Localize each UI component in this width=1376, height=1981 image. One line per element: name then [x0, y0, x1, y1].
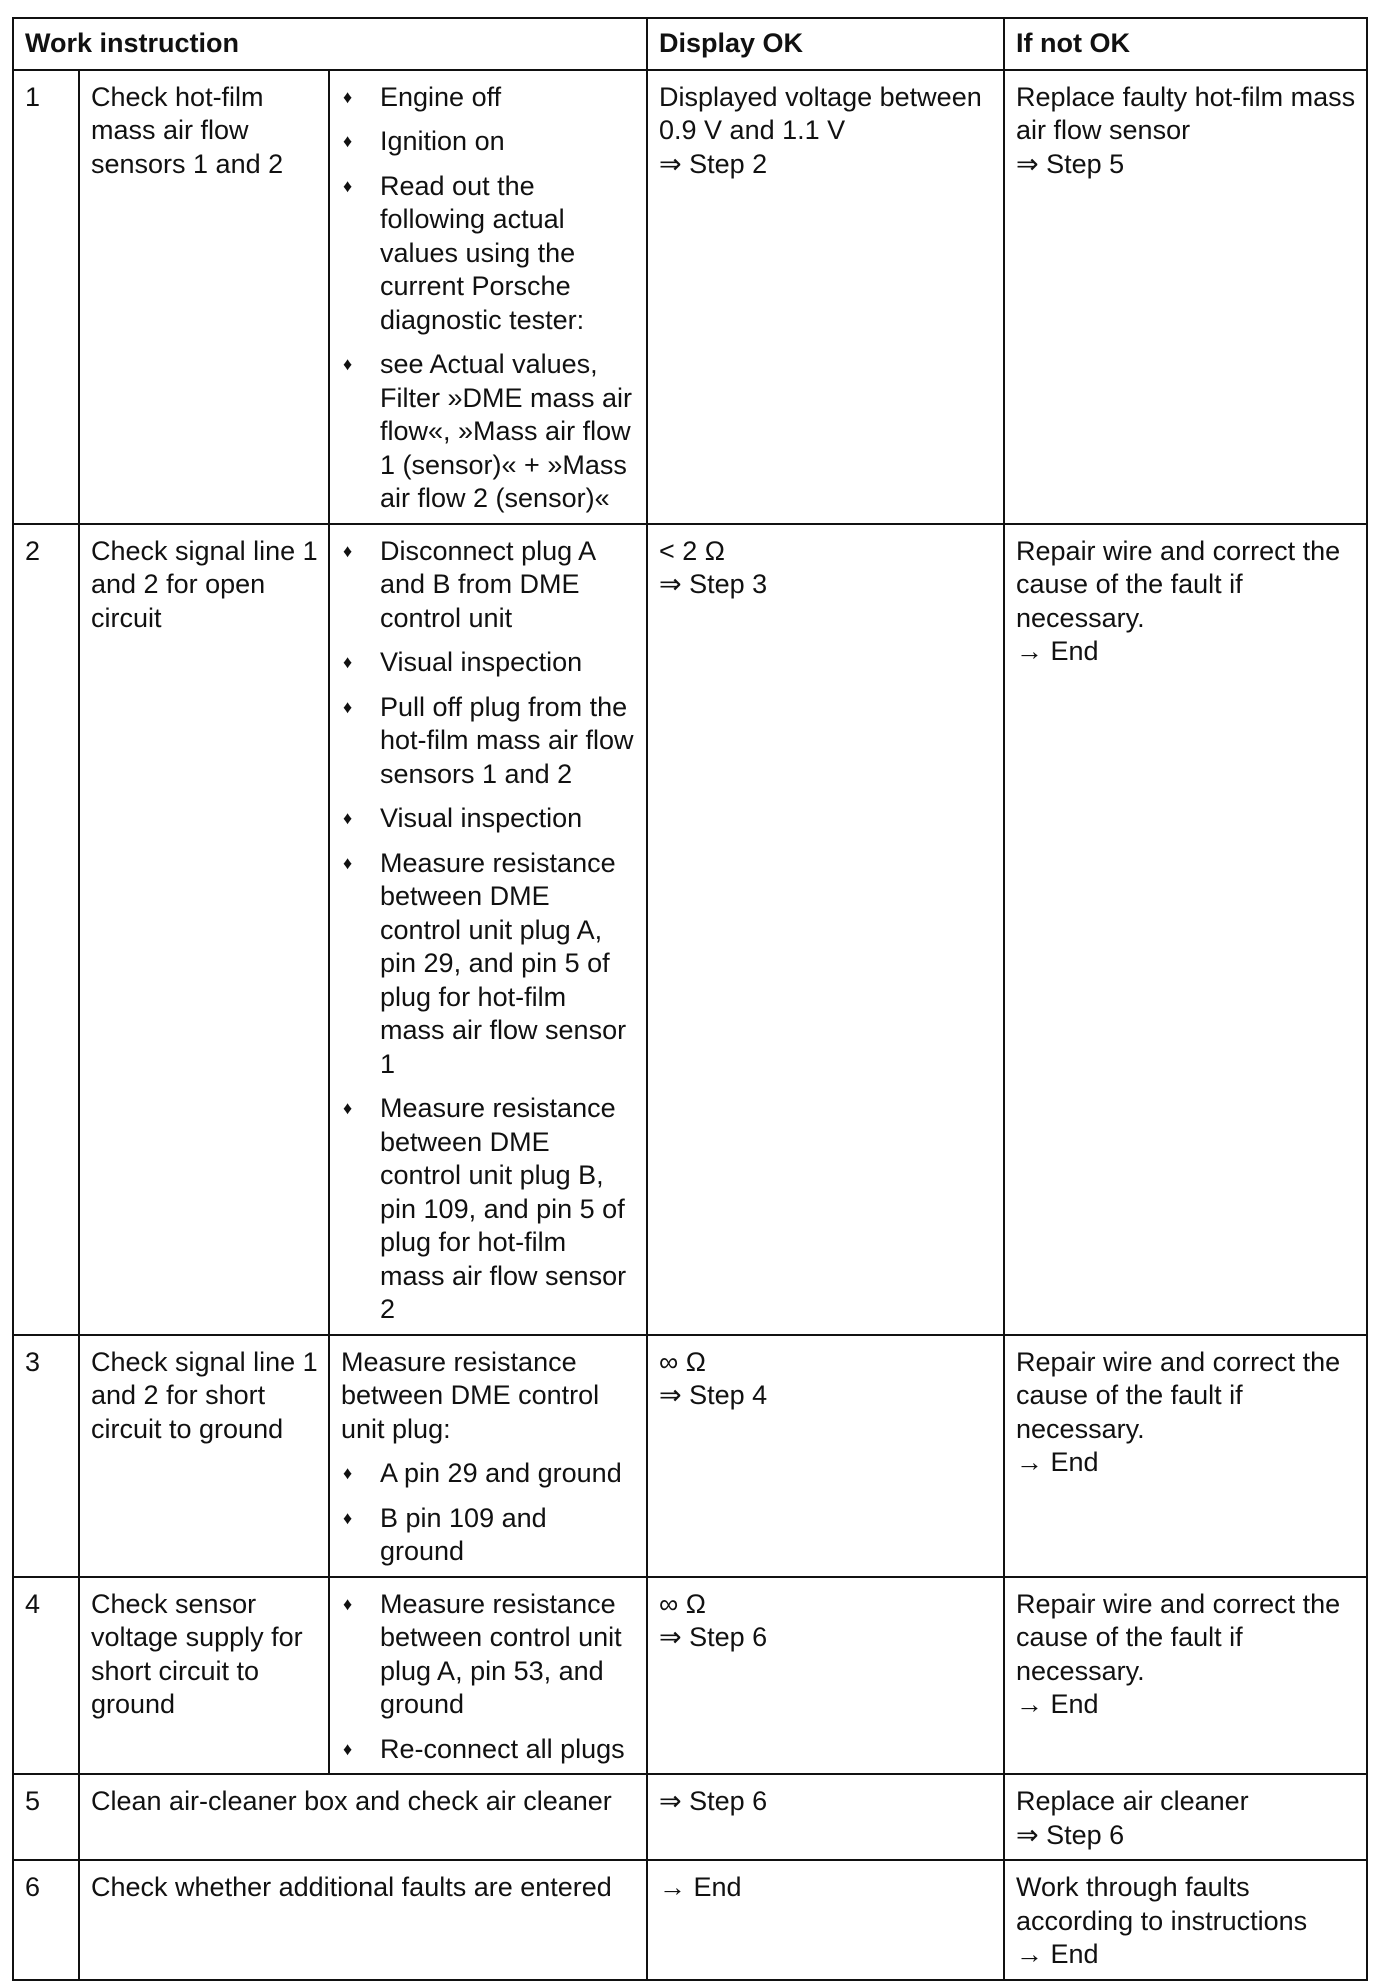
table-row	[13, 524, 1367, 1335]
display-ok-next: ⇒ Step 6	[659, 1622, 768, 1652]
not-ok-cell	[1004, 1577, 1367, 1775]
table-row	[13, 1335, 1367, 1577]
not-ok-cell	[1004, 524, 1367, 1335]
step-actions	[329, 524, 647, 1335]
action-item: ♦ Disconnect plug A and B from DME control unit	[341, 535, 636, 636]
not-ok-next: ⇒ Step 5	[1016, 148, 1125, 179]
action-item: ♦ Ignition on	[341, 125, 636, 159]
not-ok-next: → End	[1016, 1447, 1099, 1477]
action-list	[341, 1457, 636, 1569]
table-row	[13, 1860, 1367, 1980]
step-number: 6	[13, 1860, 79, 1980]
not-ok-next: ⇒ Step 6	[1016, 1819, 1125, 1850]
header-if-not-ok: If not OK	[1004, 18, 1367, 70]
action-item: ♦ Pull off plug from the hot-film mass air flow sensors 1 and 2	[341, 691, 636, 792]
step-number: 2	[13, 524, 79, 1335]
display-ok-text: ∞ Ω	[659, 1346, 706, 1377]
not-ok-next: → End	[1016, 636, 1099, 666]
display-ok-cell	[647, 70, 1004, 524]
display-ok-cell	[647, 1774, 1004, 1860]
step-actions	[329, 1335, 647, 1577]
action-item: ♦ A pin 29 and ground	[341, 1457, 636, 1491]
not-ok-cell	[1004, 1335, 1367, 1577]
step-number: 3	[13, 1335, 79, 1577]
step-title: Check sensor voltage supply for short circuit to ground	[79, 1577, 329, 1775]
step-actions	[329, 70, 647, 524]
not-ok-text: Repair wire and correct the cause of the fault if necessary.	[1016, 1346, 1341, 1444]
display-ok-cell	[647, 1577, 1004, 1775]
not-ok-next: → End	[1016, 1689, 1099, 1719]
action-item: ♦ Visual inspection	[341, 646, 636, 680]
action-item: ♦ Engine off	[341, 81, 636, 115]
display-ok-next: ⇒ Step 2	[659, 148, 768, 179]
header-display-ok: Display OK	[647, 18, 1004, 70]
step-instruction: Clean air-cleaner box and check air cleaner	[79, 1774, 647, 1860]
not-ok-cell	[1004, 1774, 1367, 1860]
not-ok-text: Replace faulty hot-film mass air flow sensor	[1016, 81, 1356, 145]
display-ok-next: → End	[659, 1872, 742, 1902]
step-title: Check hot-film mass air flow sensors 1 and 2	[79, 70, 329, 524]
action-item: ♦ see Actual values, Filter »DME mass air flow«, »Mass air flow 1 (sensor)« + »Mass air flow 2 (sensor)«	[341, 348, 636, 516]
action-list	[341, 81, 636, 516]
step-number: 4	[13, 1577, 79, 1775]
not-ok-next: → End	[1016, 1939, 1099, 1969]
action-item: ♦ Re-connect all plugs	[341, 1733, 636, 1767]
display-ok-text: ∞ Ω	[659, 1588, 706, 1619]
not-ok-text: Repair wire and correct the cause of the fault if necessary.	[1016, 1588, 1341, 1686]
not-ok-text: Replace air cleaner	[1016, 1786, 1249, 1816]
step-title: Check signal line 1 and 2 for short circuit to ground	[79, 1335, 329, 1577]
step-instruction: Check whether additional faults are entered	[79, 1860, 647, 1980]
table-row	[13, 1774, 1367, 1860]
display-ok-next: ⇒ Step 4	[659, 1380, 768, 1410]
action-item: ♦ Read out the following actual values using the current Porsche diagnostic tester:	[341, 170, 636, 338]
action-list	[341, 535, 636, 1327]
not-ok-cell	[1004, 1860, 1367, 1980]
not-ok-text: Repair wire and correct the cause of the fault if necessary.	[1016, 535, 1341, 633]
action-item: ♦ Measure resistance between control unit plug A, pin 53, and ground	[341, 1588, 636, 1722]
step-title: Check signal line 1 and 2 for open circuit	[79, 524, 329, 1335]
action-list	[341, 1588, 636, 1767]
table-row	[13, 70, 1367, 524]
display-ok-cell	[647, 1335, 1004, 1577]
display-ok-next: ⇒ Step 6	[659, 1786, 768, 1816]
step-number: 1	[13, 70, 79, 524]
action-item: ♦ Measure resistance between DME control unit plug A, pin 29, and pin 5 of plug for hot-film mass air flow sensor 1	[341, 847, 636, 1082]
action-item: ♦ B pin 109 and ground	[341, 1502, 636, 1569]
display-ok-next: ⇒ Step 3	[659, 569, 768, 599]
action-intro: Measure resistance between DME control unit plug:	[341, 1346, 600, 1444]
display-ok-text: < 2 Ω	[659, 535, 725, 566]
header-row	[13, 18, 1367, 70]
not-ok-cell	[1004, 70, 1367, 524]
step-number: 5	[13, 1774, 79, 1860]
display-ok-cell	[647, 524, 1004, 1335]
action-item: ♦ Visual inspection	[341, 802, 636, 836]
header-work-instruction: Work instruction	[13, 18, 647, 70]
not-ok-text: Work through faults according to instructions	[1016, 1872, 1308, 1936]
display-ok-cell	[647, 1860, 1004, 1980]
display-ok-text: Displayed voltage between 0.9 V and 1.1 V	[659, 81, 982, 145]
step-actions	[329, 1577, 647, 1775]
table-row	[13, 1577, 1367, 1775]
work-instruction-table	[12, 17, 1368, 1981]
action-item: ♦ Measure resistance between DME control unit plug B, pin 109, and pin 5 of plug for hot-film mass air flow sensor 2	[341, 1092, 636, 1327]
